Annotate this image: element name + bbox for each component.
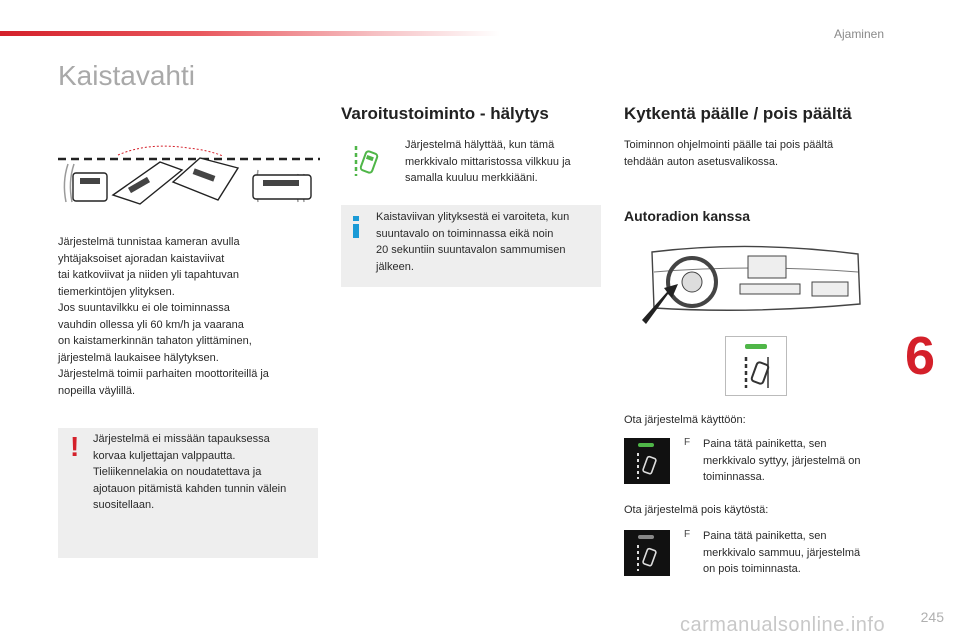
info-box xyxy=(341,205,601,287)
info-icon xyxy=(352,216,360,238)
lane-departure-illustration xyxy=(58,140,320,208)
activate-bullet: F xyxy=(684,437,691,448)
toggle-heading: Kytkentä päälle / pois päältä xyxy=(624,104,852,123)
deactivate-text: Paina tätä painiketta, sen merkkivalo sammuu, järjestelmä on pois toiminnasta. xyxy=(703,530,861,575)
lane-departure-icon xyxy=(352,144,380,178)
alert-text: Järjestelmä hälyttää, kun tämä merkkivalo mittaristossa vilkkuu ja samalla kuuluu merkkiääni. xyxy=(405,139,571,184)
system-description: Järjestelmä tunnistaa kameran avulla yhtäjaksoiset ajoradan kaistaviivat tai katkoviivat ja niiden yli tapahtuvan tiemerkintöjen ylityksen. Jos suuntavilkku ei ole toiminnassa vauhdin ollessa yli 60 km/h ja vaarana on kaistamerkinnän tahaton ylittäminen, järjestelmä laukaisee hälytyksen. Järjestelmä toimii parhaiten moottoriteillä ja nopeilla väylillä. xyxy=(58,236,269,397)
warning-box xyxy=(58,428,318,558)
activate-label: Ota järjestelmä käyttöön: xyxy=(624,414,746,426)
toggle-intro: Toiminnon ohjelmointi päälle tai pois päältä tehdään auton asetusvalikossa. xyxy=(624,139,834,168)
dashboard-illustration xyxy=(640,242,865,324)
warning-text: Järjestelmä ei missään tapauksessa korvaa kuljettajan valppautta. Tieliikennelakia on noudatettava ja ajotauon pitämistä kahden tunnin välein suositellaan. xyxy=(93,433,287,511)
watermark: carmanualsonline.info xyxy=(680,614,886,636)
radio-subheading: Autoradion kanssa xyxy=(624,208,751,224)
lane-button-on[interactable] xyxy=(624,438,670,484)
header-accent-bar xyxy=(0,31,500,36)
info-text: Kaistaviivan ylityksestä ei varoiteta, kun suuntavalo on toiminnassa eikä noin 20 sekuntiin suuntavalon sammumisen jälkeen. xyxy=(376,211,570,273)
chapter-number: 6 xyxy=(905,326,936,386)
lane-button-off[interactable] xyxy=(624,530,670,576)
activate-text: Paina tätä painiketta, sen merkkivalo syttyy, järjestelmä on toiminnassa. xyxy=(703,438,861,483)
alert-heading: Varoitustoiminto - hälytys xyxy=(341,104,549,123)
page-title: Kaistavahti xyxy=(58,60,195,91)
lane-departure-on-icon xyxy=(634,443,660,479)
page-number: 245 xyxy=(920,609,944,625)
lane-departure-off-icon xyxy=(634,535,660,571)
lane-button-icon xyxy=(740,343,774,389)
lane-button-illustration xyxy=(725,336,787,396)
section-name: Ajaminen xyxy=(833,27,884,41)
deactivate-bullet: F xyxy=(684,529,691,540)
deactivate-label: Ota järjestelmä pois käytöstä: xyxy=(624,504,769,516)
exclamation-icon: ! xyxy=(70,431,80,462)
